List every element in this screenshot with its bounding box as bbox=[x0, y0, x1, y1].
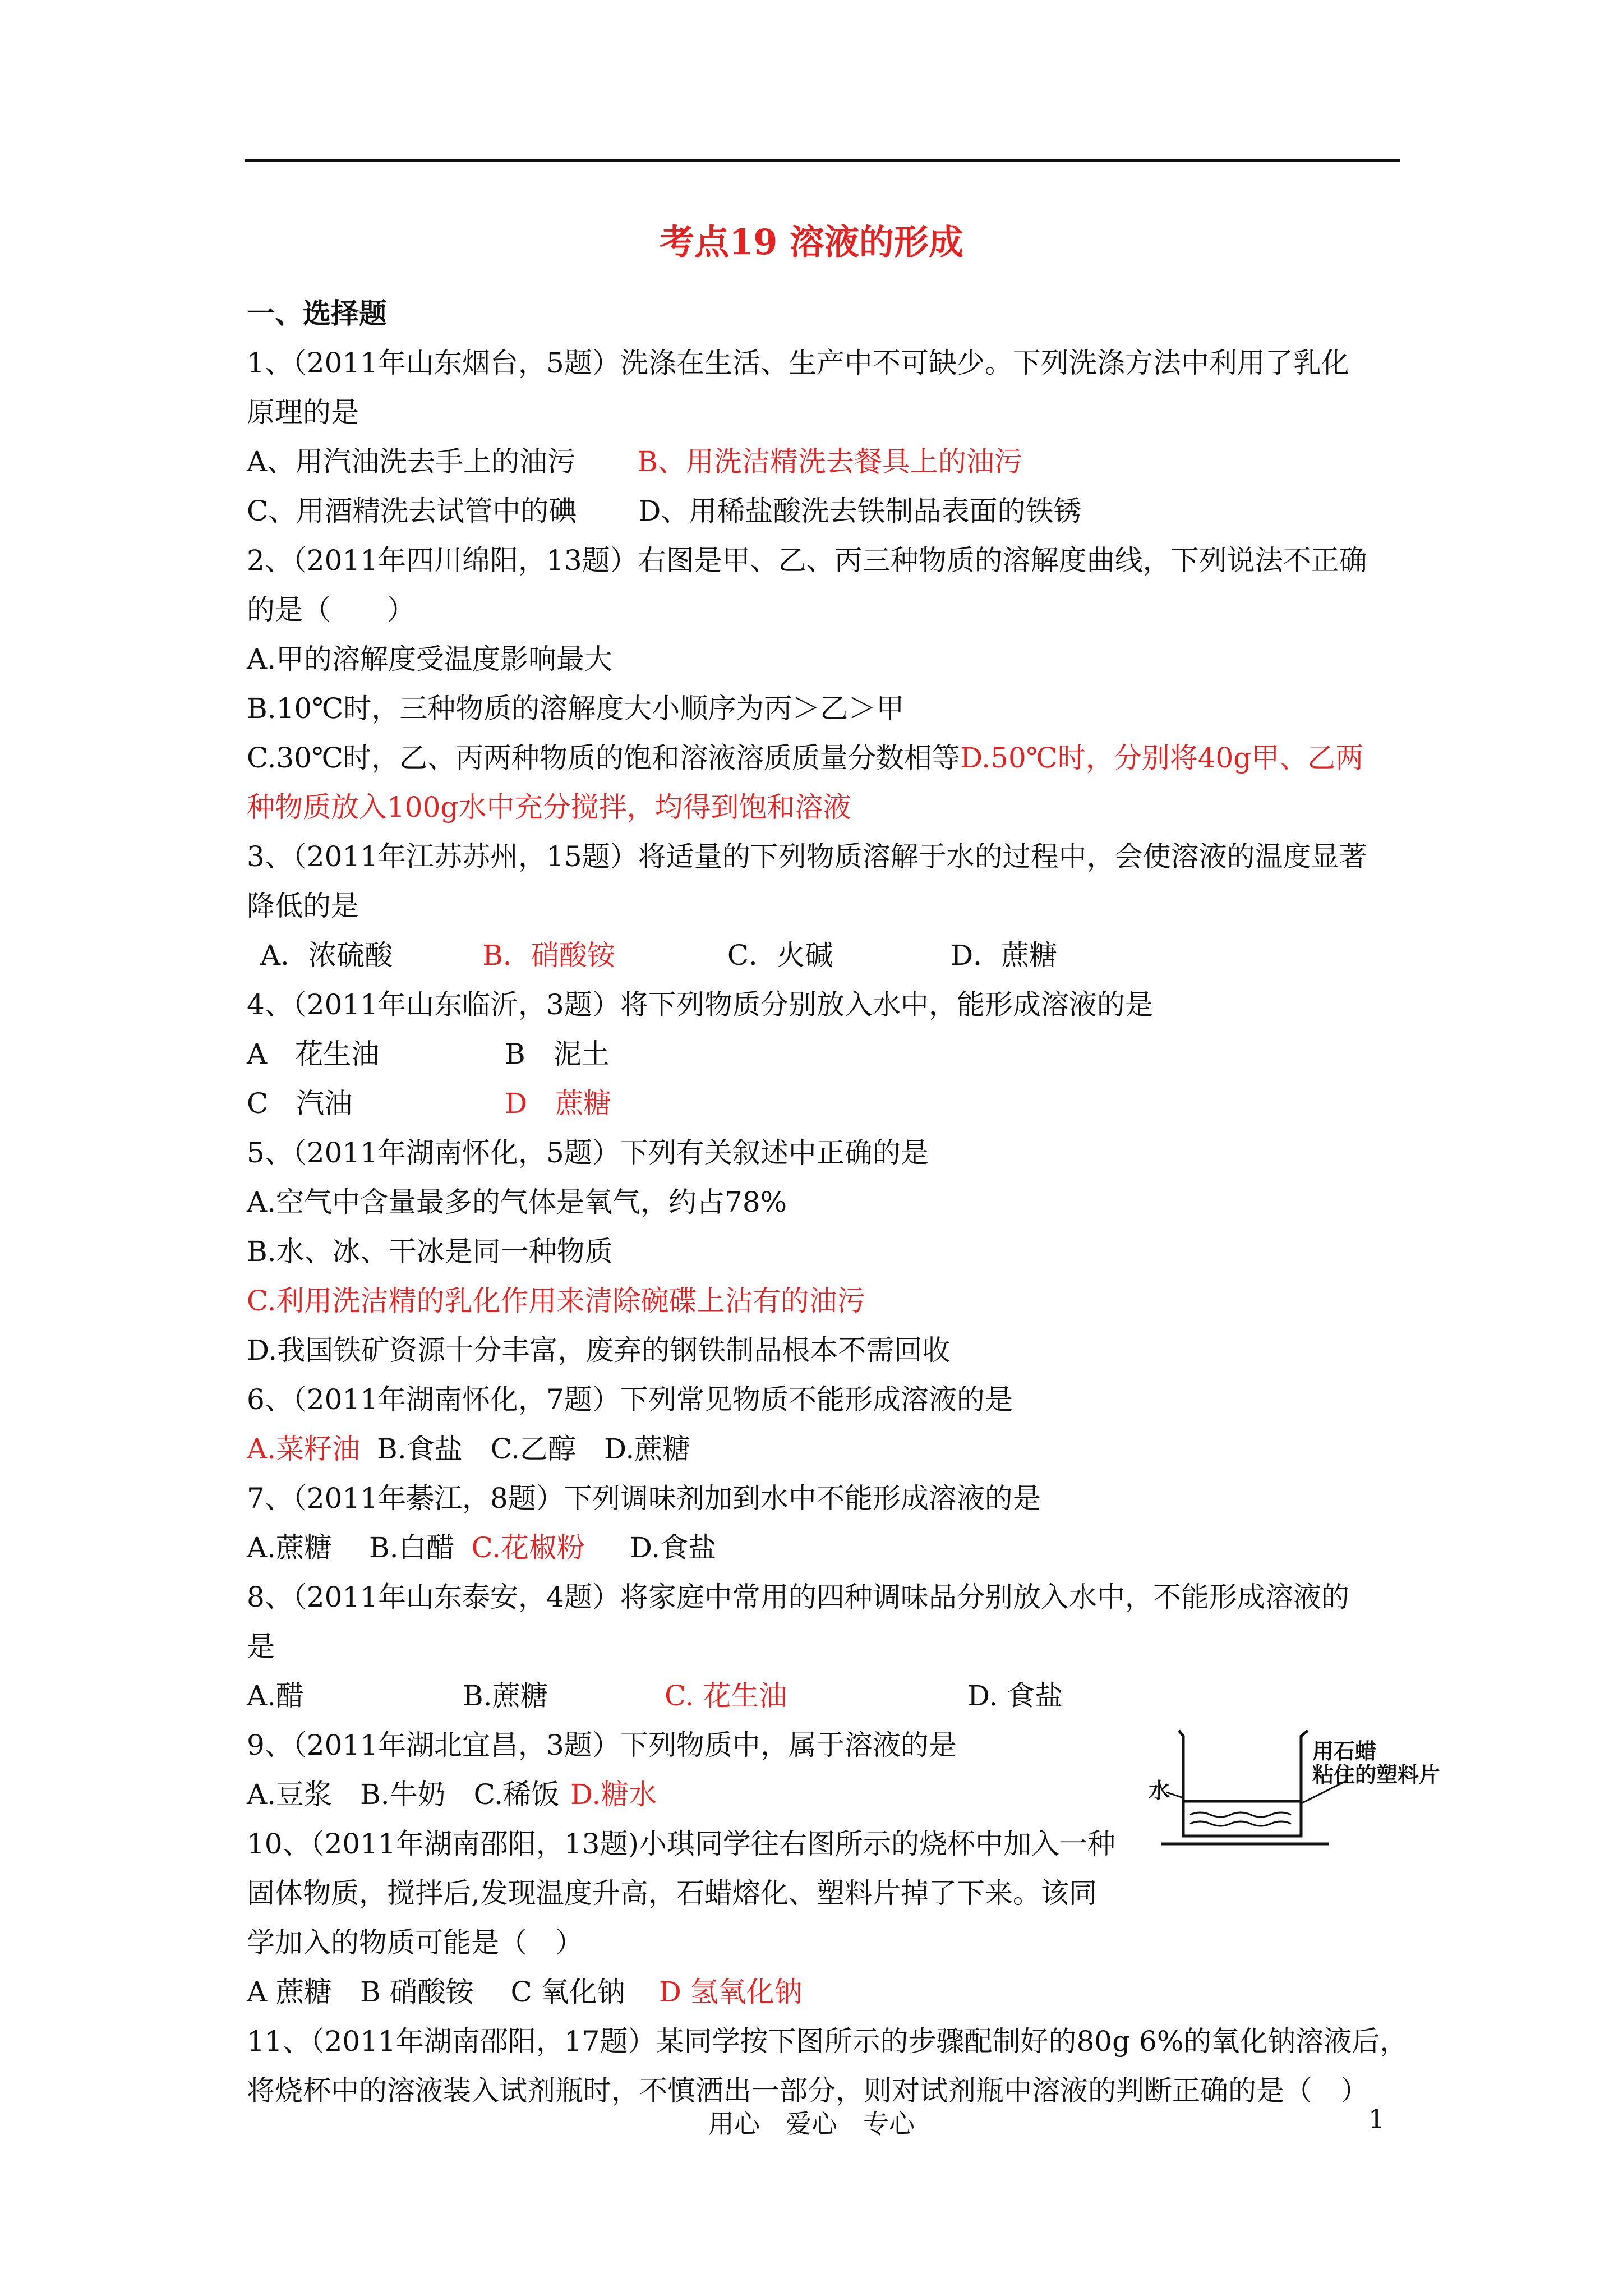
q4-option-b: B 泥土 bbox=[505, 1038, 610, 1070]
q3-option-b-answer: B．硝酸铵 bbox=[482, 939, 615, 972]
q1-option-b-answer: B、用洗洁精洗去餐具上的油污 bbox=[637, 445, 1022, 478]
q10-option-d-answer: D 氢氧化钠 bbox=[658, 1976, 803, 2008]
q8-option-b: B.蔗糖 bbox=[463, 1680, 548, 1712]
q2-option-d-answer-part1: D.50℃时，分别将40g甲、乙两 bbox=[960, 742, 1364, 774]
section-heading: 一、选择题 bbox=[247, 297, 387, 330]
q7-options-ab: A.蔗糖 B.白醋 bbox=[247, 1531, 455, 1564]
page-number: 1 bbox=[1368, 2104, 1385, 2134]
q4-option-d-answer: D 蔗糖 bbox=[505, 1087, 612, 1120]
q1-options-cd bbox=[247, 486, 1413, 536]
q7-option-c-answer: C.花椒粉 bbox=[471, 1531, 585, 1564]
q10-options-abc: A 蔗糖 B 硝酸铵 C 氧化钠 bbox=[247, 1976, 625, 2008]
q4-option-a: A 花生油 bbox=[247, 1038, 380, 1070]
q1-stem-line2: 原理的是 bbox=[247, 396, 359, 429]
q8-option-c-answer: C. 花生油 bbox=[665, 1680, 787, 1712]
q1-stem-line1: 1、（2011年山东烟台，5题）洗涤在生活、生产中不可缺少。下列洗涤方法中利用了乳化 bbox=[247, 347, 1349, 379]
q9-stem: 9、（2011年湖北宜昌，3题）下列物质中，属于溶液的是 bbox=[247, 1729, 957, 1761]
q2-option-b: B.10℃时，三种物质的溶解度大小顺序为丙＞乙＞甲 bbox=[247, 692, 905, 725]
q5-option-d: D.我国铁矿资源十分丰富，废弃的钢铁制品根本不需回收 bbox=[247, 1334, 951, 1366]
q1-options-ab bbox=[247, 437, 1413, 486]
q1-option-a: A、用汽油洗去手上的油污 bbox=[247, 445, 576, 478]
q3-options bbox=[247, 931, 1413, 980]
q8-stem-line1: 8、（2011年山东泰安，4题）将家庭中常用的四种调味品分别放入水中，不能形成溶液的 bbox=[247, 1581, 1349, 1613]
q3-option-a: A．浓硫酸 bbox=[260, 939, 393, 972]
q6-options bbox=[247, 1424, 1413, 1474]
q2-option-d-answer-part2: 种物质放入100g水中充分搅拌，均得到饱和溶液 bbox=[247, 791, 851, 823]
q8-stem-line2: 是 bbox=[247, 1630, 275, 1663]
q6-options-bcd: B.食盐 C.乙醇 D.蔗糖 bbox=[377, 1433, 691, 1465]
q8-option-a: A.醋 bbox=[247, 1680, 305, 1712]
q3-option-c: C．火碱 bbox=[727, 939, 833, 972]
q1-option-c: C、用酒精洗去试管中的碘 bbox=[247, 495, 577, 527]
beaker-figure bbox=[1144, 1719, 1458, 1854]
q4-options-ab bbox=[247, 1029, 1413, 1079]
q7-stem: 7、（2011年綦江，8题）下列调味剂加到水中不能形成溶液的是 bbox=[247, 1482, 1041, 1515]
q10-stem-line1: 10、（2011年湖南邵阳，13题)小琪同学往右图所示的烧杯中加入一种 bbox=[247, 1828, 1115, 1860]
q2-stem-line2: 的是（ ） bbox=[247, 593, 415, 626]
q2-option-cd bbox=[247, 733, 1413, 783]
q8-option-d: D. 食盐 bbox=[967, 1680, 1063, 1712]
q10-options bbox=[247, 1967, 1413, 2017]
q1-option-d: D、用稀盐酸洗去铁制品表面的铁锈 bbox=[638, 495, 1082, 527]
q10-stem-line2: 固体物质，搅拌后,发现温度升高，石蜡熔化、塑料片掉了下来。该同 bbox=[247, 1877, 1097, 1910]
q7-option-d: D.食盐 bbox=[629, 1531, 717, 1564]
page-title: 考点19 溶液的形成 bbox=[660, 222, 963, 263]
q10-stem-line3: 学加入的物质可能是（ ） bbox=[247, 1926, 583, 1959]
q3-stem-line1: 3、（2011年江苏苏州，15题）将适量的下列物质溶解于水的过程中，会使溶液的温度显著 bbox=[247, 840, 1367, 873]
q5-stem: 5、（2011年湖南怀化，5题）下列有关叙述中正确的是 bbox=[247, 1137, 929, 1169]
q4-option-c: C 汽油 bbox=[247, 1087, 353, 1120]
q11-stem-line2: 将烧杯中的溶液装入试剂瓶时，不慎洒出一部分，则对试剂瓶中溶液的判断正确的是（ ） bbox=[247, 2074, 1368, 2107]
q2-stem-line1: 2、（2011年四川绵阳，13题）右图是甲、乙、丙三种物质的溶解度曲线，下列说法不正确 bbox=[247, 544, 1367, 577]
figure-label-plastic: 粘住的塑料片 bbox=[1312, 1763, 1441, 1787]
q5-option-b: B.水、冰、干冰是同一种物质 bbox=[247, 1235, 613, 1268]
q3-option-d: D．蔗糖 bbox=[951, 939, 1058, 972]
q7-options bbox=[247, 1523, 1413, 1572]
figure-label-wax: 用石蜡 bbox=[1312, 1739, 1377, 1764]
page-footer: 用心 爱心 专心 bbox=[708, 2109, 915, 2139]
q4-options-cd bbox=[247, 1079, 1413, 1128]
q11-stem-line1: 11、（2011年湖南邵阳，17题）某同学按下图所示的步骤配制好的80g 6%的氧化钠溶液后， bbox=[247, 2025, 1408, 2058]
q5-option-a: A.空气中含量最多的气体是氧气，约占78% bbox=[247, 1186, 787, 1218]
q8-options bbox=[247, 1671, 1413, 1720]
q9-options-abc: A.豆浆 B.牛奶 C.稀饭 bbox=[247, 1778, 560, 1811]
q5-option-c-answer: C.利用洗洁精的乳化作用来清除碗碟上沾有的油污 bbox=[247, 1285, 865, 1317]
header-rule bbox=[245, 159, 1400, 162]
figure-label-water: 水 bbox=[1149, 1778, 1170, 1803]
q6-option-a-answer: A.菜籽油 bbox=[247, 1433, 361, 1465]
q2-option-a: A.甲的溶解度受温度影响最大 bbox=[247, 643, 613, 675]
q6-stem: 6、（2011年湖南怀化，7题）下列常见物质不能形成溶液的是 bbox=[247, 1383, 1013, 1416]
q4-stem: 4、（2011年山东临沂，3题）将下列物质分别放入水中，能形成溶液的是 bbox=[247, 988, 1153, 1021]
q3-stem-line2: 降低的是 bbox=[247, 890, 359, 922]
q9-option-d-answer: D.糖水 bbox=[570, 1778, 657, 1811]
q2-option-c: C.30℃时，乙、丙两种物质的饱和溶液溶质质量分数相等 bbox=[247, 742, 960, 774]
